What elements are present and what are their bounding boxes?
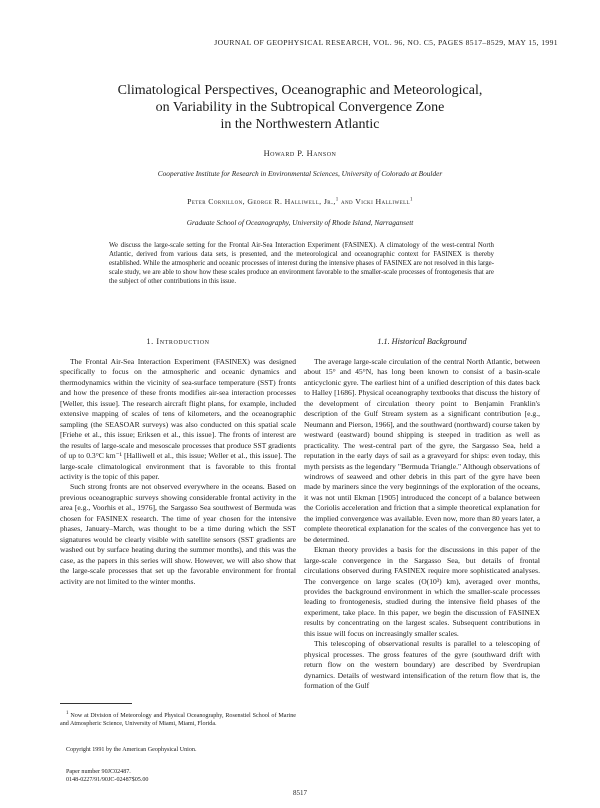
paragraph: Such strong fronts are not observed everywhere in the oceans. Based on previous oceanographic surveys showing considerable frontal activity in the area [e.g., Voorhis et al., 1976], the Sargasso Sea southwest of Bermuda was chosen for FASINEX research. The time of year chosen for the intensive phases, January–March, was thought to be a time during which the SST signatures would be clearly visible with satellite sensors (SST gradients are washed out by surface heating during the summer months), and this was the case, as the papers in this series will show. However, we will also show that the large-scale processes that set up the favorable environment for frontal activity are not limited to the winter months. (60, 482, 296, 586)
abstract: We discuss the large-scale setting for the Frontal Air-Sea Interaction Experiment (FASINEX). A climatology of the west-central North Atlantic, derived from various data sets, is presented, and the meteorological and oceanographic context for FASINEX is thereby established. While the atmospheric and oceanic processes of interest during the intensive phases of FASINEX are not resolved in this large-scale study, we are able to show how these scales produce an environment favorable to the smaller-scale processes of frontogenesis that are the subject of other contributions in this issue. (109, 242, 494, 285)
copyright-notice: Copyright 1991 by the American Geophysical Union. (66, 747, 197, 753)
page-number: 8517 (293, 789, 307, 797)
footnote-marker: 1 (66, 711, 69, 716)
running-head: JOURNAL OF GEOPHYSICAL RESEARCH, VOL. 96, NO. C5, PAGES 8517–8529, MAY 15, 1991 (214, 38, 558, 47)
footnote (60, 710, 296, 729)
title-line-2: on Variability in the Subtropical Convergence Zone (155, 100, 445, 115)
paragraph: Ekman theory provides a basis for the discussions in this paper of the large-scale convergence in the Sargasso Sea, but details of frontal circulations observed during FASINEX require more sophisticated analyses. The convergence on large scales (O(10³) km), averaged over months, provides the background environment in which the smaller-scale processes leading to frontogenesis, studied during the intensive field phases of the experiment, take place. In this paper, we begin the discussion of FASINEX results by concentrating on the largest scales. Subsequent contributions in this issue will focus on increasingly smaller scales. (304, 545, 540, 638)
author-name: Howard P. Hanson (263, 149, 337, 158)
paragraph: This telescoping of observational results is parallel to a telescoping of physical processes. The gross features of the gyre (southward drift with return flow on the western boundary) are described by Sverdrupian dynamics. Details of westward intensification of the return flow that is, the formation of the Gulf (304, 639, 540, 691)
coauthors (60, 197, 540, 206)
paragraph: The average large-scale circulation of the central North Atlantic, between about 15° and 45°N, has long been known to consist of a basin-scale anticyclonic gyre. The earliest hint of a unified description of this dates back to Halley [1686]. Physical oceanography textbooks that discuss the history of the development of circulation theory point to Benjamin Franklin's description of the Gulf Stream system as a significant contribution [e.g., Neumann and Pierson, 1966], and the southward (northward) course taken by westward (eastward) bound shipping is steeped in tradition as well as practicality. The west-central part of the gyre, the Sargasso Sea, held a reputation in the early days of sail as a graveyard for ships: even today, this myth persists as the legendary "Bermuda Triangle." Although observations of windrows of seaweed and other debris in this part of the gyre have been made by mariners since the very beginnings of the exploration of the oceans, it was not until Ekman [1905] introduced the concept of a balance between the Coriolis acceleration and friction that a simple theoretical explanation for the implied convergence was available. Even now, more than 80 years later, a complete theoretical explanation for the scales of the convergence has yet to be determined. (304, 357, 540, 544)
left-column-body (60, 357, 296, 587)
right-column (304, 337, 540, 692)
paper-number: Paper number 90JC02487. (66, 769, 131, 775)
footnote-divider (60, 703, 132, 704)
article-title (60, 82, 540, 133)
right-column-body (304, 357, 540, 692)
footnote-text: Now at Division of Meteorology and Physical Oceanography, Rosenstiel School of Marine and Atmospheric Science, University of Miami, Miami, Florida. (60, 713, 296, 727)
section-heading-historical-background: 1.1. Historical Background (377, 337, 467, 346)
coauthor-names: Peter Cornillon, George R. Halliwell, Jr., (187, 197, 336, 206)
author-affiliation: Cooperative Institute for Research in Environmental Sciences, University of Colorado at Boulder (157, 169, 443, 178)
coauthor-footnote-marker: 1 (335, 197, 339, 203)
paper-info (66, 769, 296, 785)
left-column (60, 337, 296, 587)
title-line-3: in the Northwestern Atlantic (220, 117, 380, 132)
coauthor-footnote-marker-2: 1 (409, 197, 413, 203)
coauthor-affiliation: Graduate School of Oceanography, University of Rhode Island, Narragansett (186, 218, 414, 227)
paragraph: The Frontal Air-Sea Interaction Experiment (FASINEX) was designed specifically to focus on the atmospheric and oceanic dynamics and thermodynamics within the vicinity of sea-surface temperature (SST) fronts and how the presence of these fronts modifies air-sea interaction processes [Weller, this issue]. The research aircraft flight plans, for example, included extensive mapping of scales of tens of kilometers, and the oceanographic sampling (the SEASOAR surveys) was also conducted on this spatial scale [Friehe et al., this issue; Eriksen et al., this issue]. The fronts of interest are the results of large-scale and mesoscale processes that produce SST gradients of up to 0.3°C km⁻¹ [Halliwell et al., this issue; Weller et al., this issue]. The large-scale climatological environment that is favorable to this frontal activity is the topic of this paper. (60, 357, 296, 481)
section-heading-introduction: 1. Introduction (146, 337, 210, 346)
coauthor-names-tail: and Vicki Halliwell (338, 197, 410, 206)
issn-code: 0148-0227/91/90JC-02487$05.00 (66, 776, 149, 783)
title-line-1: Climatological Perspectives, Oceanographic and Meteorological, (117, 83, 483, 98)
